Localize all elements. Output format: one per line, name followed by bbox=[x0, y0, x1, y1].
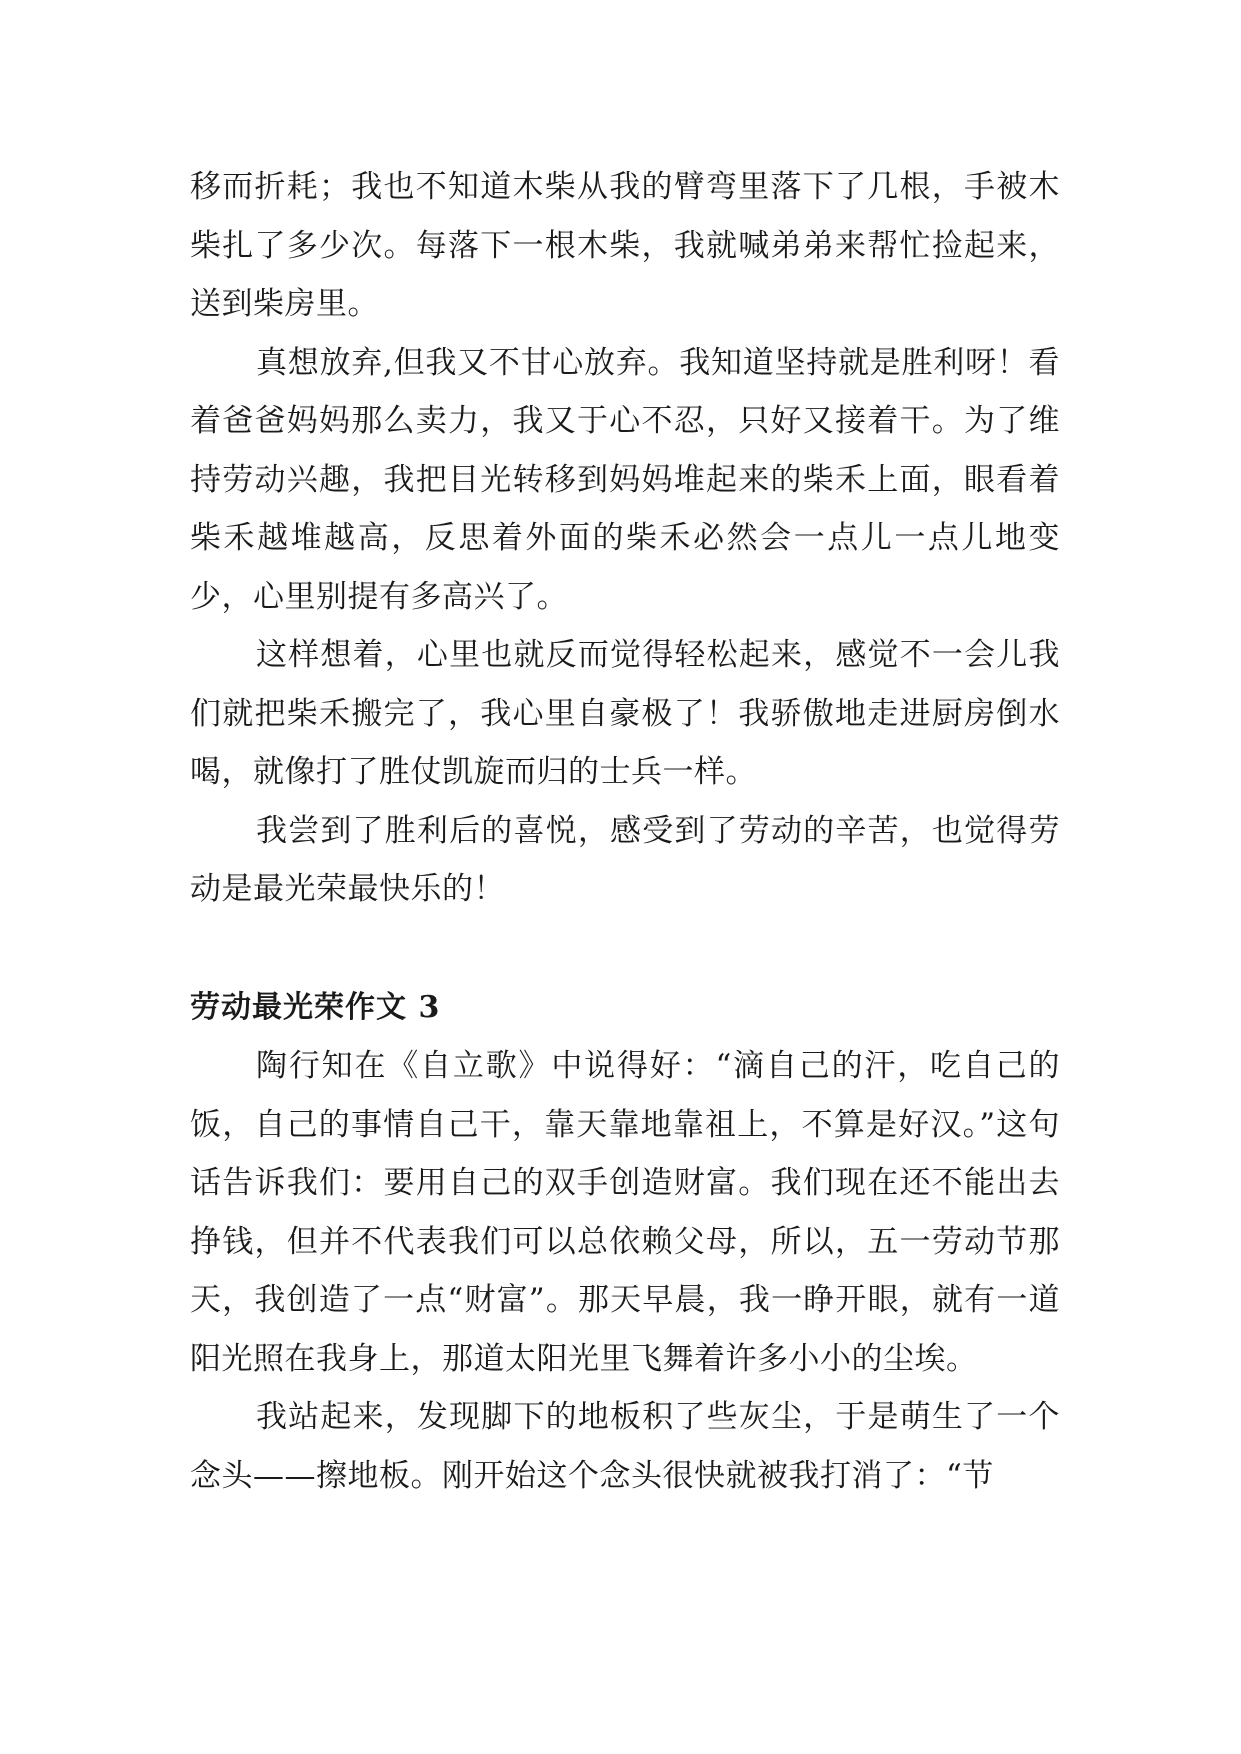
paragraph: 我站起来，发现脚下的地板积了些灰尘，于是萌生了一个念头——擦地板。刚开始这个念头很快就被我打消了：“节 bbox=[190, 1399, 1060, 1494]
paragraph: 这样想着，心里也就反而觉得轻松起来，感觉不一会儿我们就把柴禾搬完了，我心里自豪极了！我骄傲地走进厨房倒水喝，就像打了胜仗凯旋而归的士兵一样。 bbox=[190, 637, 1060, 790]
paragraph-continuation: 移而折耗；我也不知道木柴从我的臂弯里落下了几根，手被木柴扎了多少次。每落下一根木柴，我就喊弟弟来帮忙捡起来，送到柴房里。 bbox=[190, 169, 1060, 322]
document-body bbox=[190, 158, 1060, 1505]
paragraph: 我尝到了胜利后的喜悦，感受到了劳动的辛苦，也觉得劳动是最光荣最快乐的！ bbox=[190, 812, 1060, 907]
section-spacer bbox=[190, 919, 1060, 979]
paragraph: 陶行知在《自立歌》中说得好：“滴自己的汗，吃自己的饭，自己的事情自己干，靠天靠地靠祖上，不算是好汉。”这句话告诉我们：要用自己的双手创造财富。我们现在还不能出去挣钱，但并不代表我们可以总依赖父母，所以，五一劳动节那天，我创造了一点“财富”。那天早晨，我一睁开眼，就有一道阳光照在我身上，那道太阳光里飞舞着许多小小的尘埃。 bbox=[190, 1048, 1060, 1377]
paragraph: 真想放弃,但我又不甘心放弃。我知道坚持就是胜利呀！看着爸爸妈妈那么卖力，我又于心不忍，只好又接着干。为了维持劳动兴趣，我把目光转移到妈妈堆起来的柴禾上面，眼看着柴禾越堆越高，反思着外面的柴禾必然会一点儿一点儿地变少，心里别提有多高兴了。 bbox=[190, 344, 1060, 615]
section-title: 劳动最光荣作文 3 bbox=[190, 989, 441, 1025]
